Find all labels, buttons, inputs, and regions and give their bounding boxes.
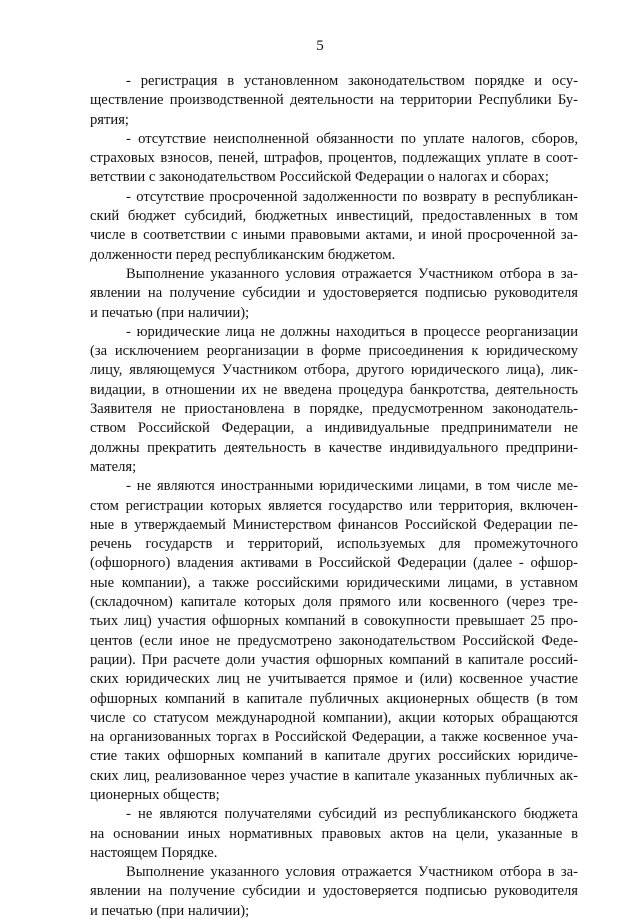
text-line: (офшорного) владения активами в Российской Федерации (далее - офшор- [90, 555, 578, 572]
text-line: ством Российской Федерации, а индивидуальные предприниматели не [90, 420, 578, 437]
paragraph [90, 323, 578, 477]
text-line: числе со статусом международной компании), акции которых обращаются [90, 709, 578, 726]
text-line: явлении на получение субсидии и удостоверяется подписью руководителя [90, 285, 578, 302]
paragraph [90, 72, 578, 130]
text-line: речень государств и территорий, используемых для промежуточного [90, 536, 578, 553]
text-line: - не являются получателями субсидий из республиканского бюджета [126, 806, 578, 823]
text-line: ских юридических лиц не учитывается прямое и (или) косвенное участие [90, 671, 578, 688]
text-line: офшорных компаний в капитале публичных акционерных обществ (в том [90, 690, 578, 707]
text-line: ществление производственной деятельности на территории Республики Бу- [90, 92, 578, 109]
text-line: видации, в отношении их не введена процедура банкротства, деятельность [90, 381, 578, 398]
paragraph [90, 188, 578, 265]
text-line: Выполнение указанного условия отражается Участником отбора в за- [126, 265, 578, 282]
paragraph [90, 805, 578, 863]
text-line: ные компании), а также российскими юридическими лицами, в уставном [90, 574, 578, 591]
text-line: стие таких офшорных компаний в капитале других российских юридиче- [90, 748, 578, 765]
text-line: тьих лиц) участия офшорных компаний в совокупности превышает 25 про- [90, 613, 578, 630]
page-number: 5 [316, 38, 324, 54]
text-line: - отсутствие просроченной задолженности по возврату в республикан- [126, 188, 578, 205]
text-line: - отсутствие неисполненной обязанности по уплате налогов, сборов, [126, 130, 578, 147]
paragraph [90, 477, 578, 805]
text-line: должны прекратить деятельность в качестве индивидуального предприни- [90, 439, 578, 456]
text-line: рации). При расчете доли участия офшорных компаний в капитале россий- [90, 651, 578, 668]
text-line: и печатью (при наличии); [90, 902, 250, 919]
text-line: - регистрация в установленном законодательством порядке и осу- [126, 73, 578, 89]
text-line: ные в утверждаемый Министерством финансов Российской Федерации пе- [90, 516, 578, 533]
text-line: долженности перед республиканским бюджетом. [90, 246, 396, 263]
text-line: явлении на получение субсидии и удостоверяется подписью руководителя [90, 883, 578, 900]
paragraph [90, 863, 578, 921]
text-line: ветствии с законодательством Российской Федерации о налогах и сборах; [90, 169, 549, 186]
text-line: Выполнение указанного условия отражается Участником отбора в за- [126, 864, 578, 881]
text-line: страховых взносов, пеней, штрафов, процентов, подлежащих уплате в соот- [90, 150, 578, 167]
text-line: центов (если иное не предусмотрено законодательством Российской Феде- [90, 632, 578, 649]
text-line: (складочном) капитале которых доля прямого или косвенного (через тре- [90, 594, 578, 611]
text-line: ционерных обществ; [90, 786, 220, 803]
text-line: - не являются иностранными юридическими лицами, в том числе ме- [126, 478, 578, 495]
text-line: - юридические лица не должны находиться в процессе реорганизации [126, 323, 578, 340]
text-line: на организованных торгах в Российской Федерации, а также косвенное уча- [90, 729, 578, 746]
text-line: ский бюджет субсидий, бюджетных инвестиций, предоставленных в том [90, 208, 578, 225]
text-line: Заявителя не приостановлена в порядке, предусмотренном законодатель- [90, 401, 578, 418]
text-line: лицу, являющемуся Участником отбора, другого юридического лица), лик- [90, 362, 578, 379]
text-line: ских лиц, реализованное через участие в капитале указанных публичных ак- [90, 767, 578, 784]
text-line: и печатью (при наличии); [90, 304, 250, 321]
document-body [90, 72, 578, 921]
paragraph [90, 265, 578, 323]
text-line: числе в соответствии с иными правовыми актами, и иной просроченной за- [90, 227, 578, 244]
text-line: рятия; [90, 111, 129, 128]
text-line: мателя; [90, 458, 137, 475]
text-line: стом регистрации которых является государство или территория, включен- [90, 497, 578, 514]
paragraph [90, 130, 578, 188]
text-line: на основании иных нормативных правовых актов на цели, указанные в [90, 825, 578, 842]
text-line: настоящем Порядке. [90, 844, 218, 861]
text-line: (за исключением реорганизации в форме присоединения к юридическому [90, 343, 578, 360]
